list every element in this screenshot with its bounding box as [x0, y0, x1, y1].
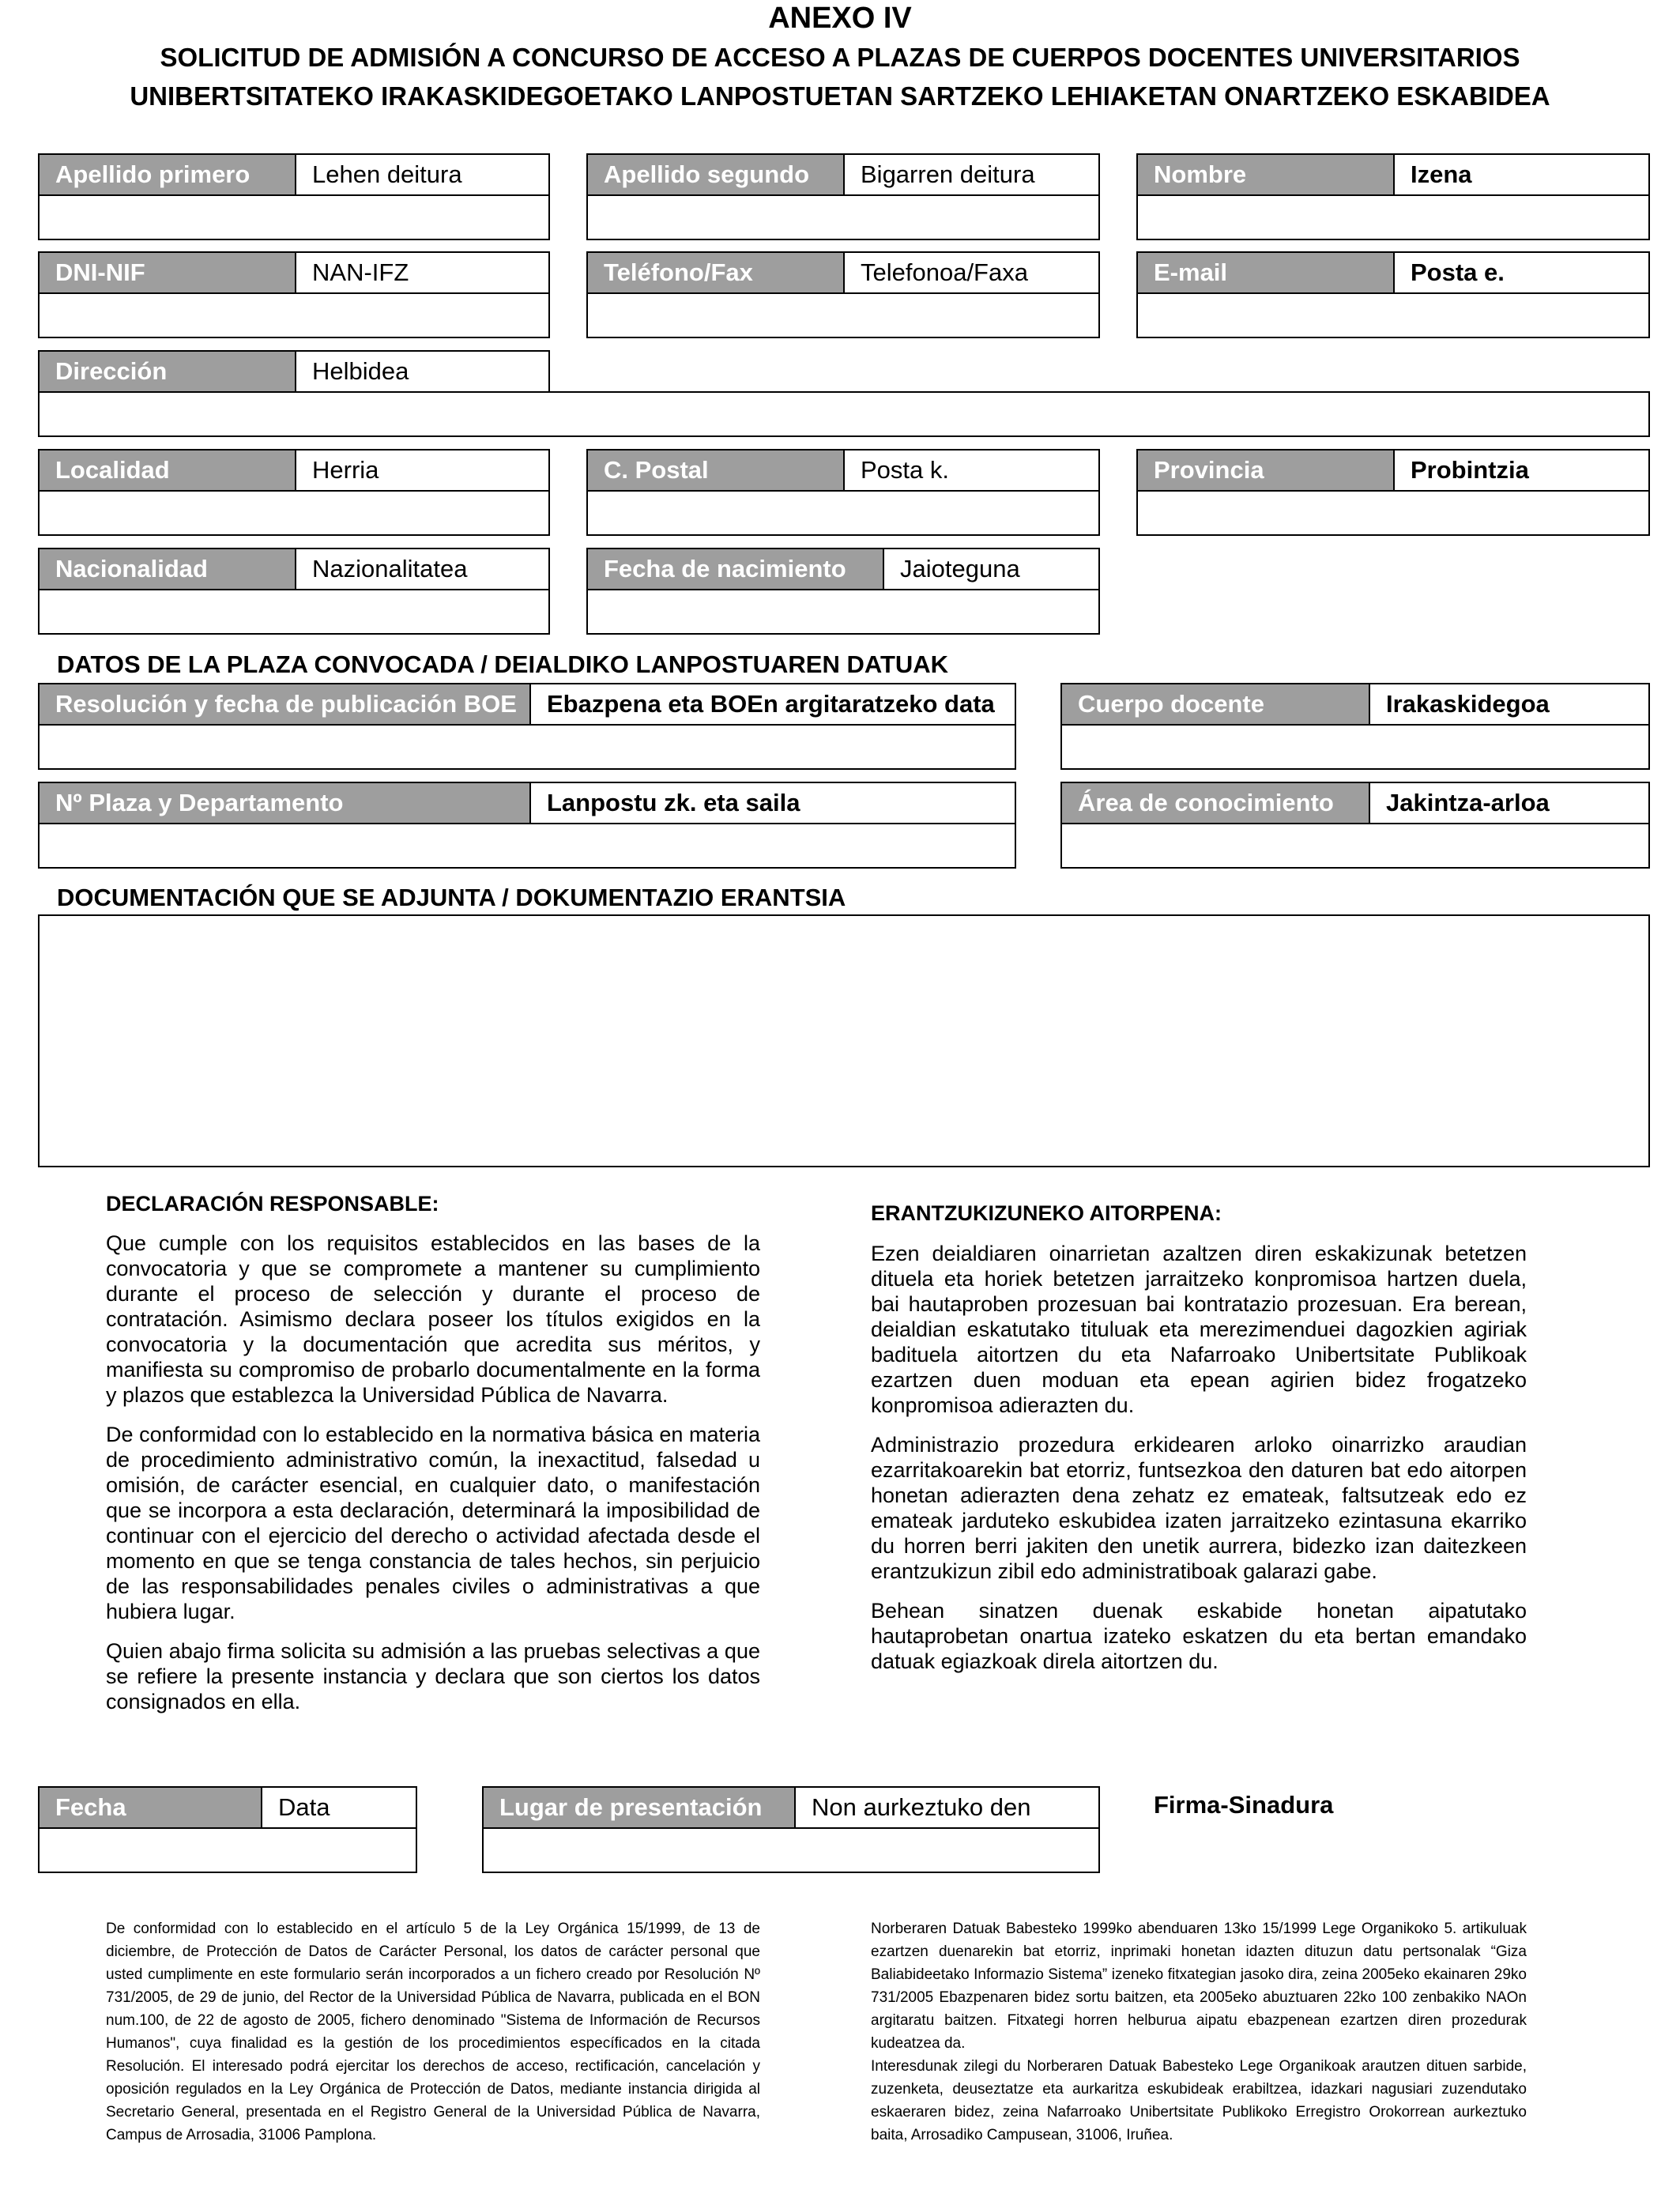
dni-label: DNI-NIF [40, 253, 296, 292]
declaracion-es-p3: Quien abajo firma solicita su admisión a las pruebas selectivas a que se refiere la presente instancia y declara que son ciertos los datos consignados en ella. [106, 1639, 760, 1713]
email-label-eu: Posta e. [1411, 258, 1505, 286]
lugar-label-eu: Non aurkeztuko den [812, 1793, 1031, 1821]
fecha-field[interactable] [38, 1827, 417, 1873]
direccion-header [38, 350, 550, 393]
apellido1-field[interactable] [38, 194, 550, 240]
area-field[interactable] [1060, 823, 1650, 869]
declaracion-es-text [106, 1231, 760, 1728]
form-title-eu: UNIBERTSITATEKO IRAKASKIDEGOETAKO LANPOSTUETAN SARTZEKO LEHIAKETAN ONARTZEKO ESKABIDEA [130, 81, 1550, 111]
localidad-field[interactable] [38, 490, 550, 536]
localidad-header [38, 449, 550, 492]
email-field[interactable] [1136, 292, 1650, 338]
apellido2-header [586, 153, 1100, 196]
fecha-label: Fecha [40, 1788, 262, 1827]
resolucion-header [38, 683, 1016, 726]
apellido1-label-eu: Lehen deitura [312, 160, 462, 188]
lugar-header [482, 1786, 1100, 1829]
provincia-label: Provincia [1138, 450, 1395, 490]
cuerpo-label-eu: Irakaskidegoa [1386, 690, 1550, 718]
direccion-field[interactable] [38, 391, 1650, 437]
email-label: E-mail [1138, 253, 1395, 292]
form-title-es: SOLICITUD DE ADMISIÓN A CONCURSO DE ACCESO A PLAZAS DE CUERPOS DOCENTES UNIVERSITARIOS [160, 43, 1520, 72]
declaracion-eu-text [871, 1241, 1527, 1688]
nacimiento-field[interactable] [586, 589, 1100, 635]
declaracion-eu-p2: Administrazio prozedura erkidearen arloko oinarrizko araudian ezarritakoarekin bat etorriz, funtsezkoa den daturen bat edo aitorpen honetan adierazten dena zehatz ez emateak, faltsutzeak edo ez emateak jarduteko eskubidea izaten jarraitzeko ezintasuna ekarriko du horren berri jakiten den unetik aurrera, bidezko izan daitezkeen erantzukizun zibil edo administratiboak galarazi gabe. [871, 1433, 1527, 1583]
fecha-header [38, 1786, 417, 1829]
plaza-dep-field[interactable] [38, 823, 1016, 869]
lugar-field[interactable] [482, 1827, 1100, 1873]
apellido2-field[interactable] [586, 194, 1100, 240]
footer-eu-p2: Interesdunak zilegi du Norberaren Datuak Babesteko Lege Organikoak arautzen dituen sarbide, zuzenketa, deuseztatze eta aurkaritza eskubideak erabiltzea, idazkari nagusiari zuzendutako eskaeraren bidez, zeina Nafarroako Unibertsitate Publikoko Erregistro Orokorrean aurkeztuko baita, Arrosadiko Campusean, 31006, Iruñea. [871, 2058, 1527, 2143]
documentacion-textarea[interactable] [38, 914, 1650, 1167]
resolucion-field[interactable] [38, 724, 1016, 770]
dni-header [38, 251, 550, 294]
cuerpo-field[interactable] [1060, 724, 1650, 770]
declaracion-eu-title: ERANTZUKIZUNEKO AITORPENA: [871, 1201, 1222, 1225]
declaracion-es-p1: Que cumple con los requisitos establecidos en las bases de la convocatoria y que se compromete a mantener su cumplimiento durante el proceso de selección y durante el proceso de contratación. Asimismo declara poseer los títulos exigidos en la convocatoria y la documentación que acredita sus méritos, y manifiesta su compromiso de probarlo documentalmente en la forma y plazos que establezca la Universidad Pública de Navarra. [106, 1231, 760, 1407]
plaza-dep-header [38, 782, 1016, 824]
localidad-label: Localidad [40, 450, 296, 490]
nombre-label: Nombre [1138, 155, 1395, 194]
nacionalidad-header [38, 548, 550, 590]
nombre-label-eu: Izena [1411, 160, 1472, 188]
nombre-field[interactable] [1136, 194, 1650, 240]
documentacion-section-title: DOCUMENTACIÓN QUE SE ADJUNTA / DOKUMENTAZIO ERANTSIA [57, 884, 846, 911]
cpostal-field[interactable] [586, 490, 1100, 536]
area-label-eu: Jakintza-arloa [1386, 789, 1550, 816]
direccion-label-eu: Helbidea [312, 357, 409, 385]
telefono-header [586, 251, 1100, 294]
telefono-field[interactable] [586, 292, 1100, 338]
area-header [1060, 782, 1650, 824]
cpostal-label-eu: Posta k. [861, 456, 949, 484]
plaza-dep-label: Nº Plaza y Departamento [40, 783, 531, 823]
annex-title: ANEXO IV [768, 2, 912, 35]
nacimiento-label: Fecha de nacimiento [588, 549, 884, 589]
apellido1-header [38, 153, 550, 196]
plaza-section-title: DATOS DE LA PLAZA CONVOCADA / DEIALDIKO LANPOSTUAREN DATUAK [57, 650, 949, 678]
cpostal-label: C. Postal [588, 450, 845, 490]
nacionalidad-label-eu: Nazionalitatea [312, 555, 468, 582]
firma-label: Firma-Sinadura [1154, 1791, 1334, 1819]
direccion-label: Dirección [40, 352, 296, 391]
nacimiento-header [586, 548, 1100, 590]
cuerpo-label: Cuerpo docente [1062, 684, 1370, 724]
plaza-dep-label-eu: Lanpostu zk. eta saila [547, 789, 800, 816]
cuerpo-header [1060, 683, 1650, 726]
declaracion-eu-p3: Behean sinatzen duenak eskabide honetan aipatutako hautaprobetan onartua izateko eskatzen du eta bertan emandako datuak egiazkoak direla aitortzen du. [871, 1599, 1527, 1673]
dni-label-eu: NAN-IFZ [312, 258, 409, 286]
nacionalidad-field[interactable] [38, 589, 550, 635]
email-header [1136, 251, 1650, 294]
area-label: Área de conocimiento [1062, 783, 1370, 823]
provincia-field[interactable] [1136, 490, 1650, 536]
footer-es: De conformidad con lo establecido en el artículo 5 de la Ley Orgánica 15/1999, de 13 de diciembre, de Protección de Datos de Carácter Personal, los datos de carácter personal que usted cumplimente en este formulario serán incorporados a un fichero creado por Resolución Nº 731/2005, de 29 de junio, del Rector de la Universidad Pública de Navarra, publicada en el BON num.100, de 22 de agosto de 2005, fichero denominado "Sistema de Información de Recursos Humanos", cuya finalidad es la gestión de los procedimientos específicados en la citada Resolución. El interesado podrá ejercitar los derechos de acceso, rectificación, cancelación y oposición regulados en la Ley Orgánica de Protección de Datos, mediante instancia dirigida al Secretario General, presentada en el Registro General de la Universidad Pública de Navarra, Campus de Arrosadia, 31006 Pamplona. [106, 1921, 760, 2143]
declaracion-eu-p1: Ezen deialdiaren oinarrietan azaltzen diren eskakizunak betetzen dituela eta horiek betetzen jarraitzeko konpromisoa hartzen duela, bai hautaproben prozesuan bai kontratazio prozesuan. Era berean, deialdian eskatutako tituluak eta merezimenduei dagozkien agiriak badituela aitortzen du eta Nafarroako Unibertsitate Publikoak ezartzen duen moduan eta epean agirien bidez frogatzeko konpromisoa adierazten du. [871, 1242, 1527, 1417]
localidad-label-eu: Herria [312, 456, 379, 484]
footer-eu-p1: Norberaren Datuak Babesteko 1999ko abenduaren 13ko 15/1999 Lege Organikoko 5. artikuluak ezartzen duenarekin bat etorriz, inprimaki honetan idazten dituzun datu pertsonalak “Giza Baliabideetako Informazio Sistema” izeneko fitxategian jasoko dira, zeina 2005eko ekainaren 29ko 731/2005 Ebazpenaren bidez sortu baitzen, eta 2005eko abuztuaren 22ko 100 zenbakiko NAOn argitaratu baitzen. Fitxategi horren helburua aipatu ebazpenean ezartzen diren prozedurak kudeatzea da. [871, 1921, 1527, 2052]
apellido2-label: Apellido segundo [588, 155, 845, 194]
footer-eu [871, 1917, 1527, 2147]
nombre-header [1136, 153, 1650, 196]
telefono-label: Teléfono/Fax [588, 253, 845, 292]
nacionalidad-label: Nacionalidad [40, 549, 296, 589]
apellido2-label-eu: Bigarren deitura [861, 160, 1035, 188]
nacimiento-label-eu: Jaioteguna [900, 555, 1020, 582]
provincia-header [1136, 449, 1650, 492]
declaracion-es-p2: De conformidad con lo establecido en la normativa básica en materia de procedimiento administrativo común, la inexactitud, falsedad u omisión, de carácter esencial, en cualquier dato, o manifestación que se incorpora a esta declaración, determinará la imposibilidad de continuar con el ejercicio del derecho o actividad afectada desde el momento en que se tenga constancia de tales hechos, sin perjuicio de las responsabilidades penales civiles o administrativas a que hubiera lugar. [106, 1423, 760, 1623]
telefono-label-eu: Telefonoa/Faxa [861, 258, 1028, 286]
lugar-label: Lugar de presentación [484, 1788, 796, 1827]
provincia-label-eu: Probintzia [1411, 456, 1529, 484]
cpostal-header [586, 449, 1100, 492]
resolucion-label-eu: Ebazpena eta BOEn argitaratzeko data [547, 690, 995, 718]
declaracion-es-title: DECLARACIÓN RESPONSABLE: [106, 1192, 439, 1216]
fecha-label-eu: Data [278, 1793, 330, 1821]
dni-field[interactable] [38, 292, 550, 338]
apellido1-label: Apellido primero [40, 155, 296, 194]
resolucion-label: Resolución y fecha de publicación BOE [40, 684, 531, 724]
